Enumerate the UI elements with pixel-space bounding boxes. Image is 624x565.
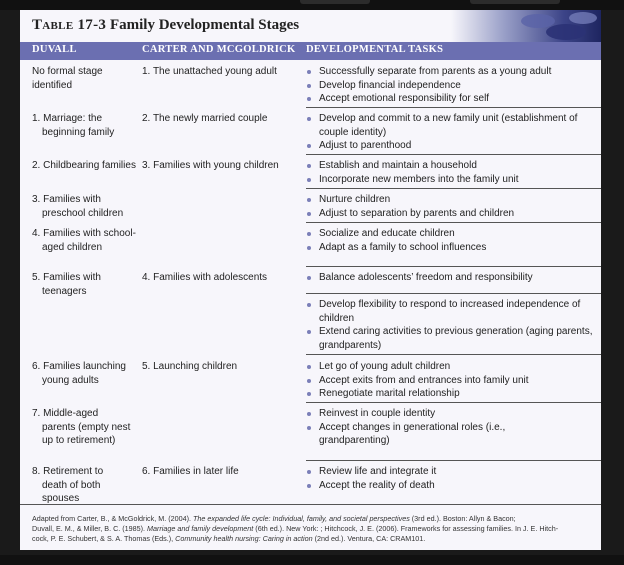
- task-item: Renegotiate marital relationship: [306, 387, 601, 401]
- table-title: [32, 17, 299, 34]
- task-item: Develop financial independence: [306, 79, 601, 93]
- task-item: Incorporate new members into the family unit: [306, 173, 601, 187]
- table-header: [20, 42, 601, 60]
- task-list: [306, 298, 601, 352]
- duvall-stage: No formal stage identified: [32, 66, 103, 91]
- duvall-stage: 4. Families with school-aged children: [32, 228, 136, 253]
- bullet-icon: [307, 412, 311, 416]
- row-divider: [306, 293, 601, 294]
- top-bar-tab: [470, 0, 560, 4]
- row-divider: [306, 266, 601, 267]
- bullet-icon: [307, 117, 311, 121]
- task-item: Develop and commit to a new family unit (establishment of couple identity): [306, 112, 601, 139]
- task-item: Balance adolescents’ freedom and responsibility: [306, 271, 601, 285]
- bullet-icon: [307, 164, 311, 168]
- task-list: [306, 407, 601, 448]
- carter-stage: 5. Launching children: [142, 361, 238, 372]
- row-divider: [306, 354, 601, 355]
- header-duvall: DUVALL: [32, 44, 77, 55]
- bullet-icon: [307, 392, 311, 396]
- task-item: Establish and maintain a household: [306, 159, 601, 173]
- task-item: Accept emotional responsibility for self: [306, 92, 601, 106]
- task-item: Review life and integrate it: [306, 465, 601, 479]
- bullet-icon: [307, 276, 311, 280]
- bullet-icon: [307, 144, 311, 148]
- footer-divider: [20, 504, 601, 505]
- task-item: Develop flexibility to respond to increased independence of children: [306, 298, 601, 325]
- bullet-icon: [307, 470, 311, 474]
- task-list: [306, 65, 601, 106]
- row-divider: [306, 222, 601, 223]
- task-list: [306, 112, 601, 153]
- bullet-icon: [307, 97, 311, 101]
- source-citation: Adapted from Carter, B., & McGoldrick, M. (2004). The expanded life cycle: Individual, family, and societal perspectives (3rd ed.). Boston: Allyn & Bacon; Duvall, E. M., & Miller, B. C. (1985). Marriage and family development (6th ed.). New York: ; Hitchcock, J. E. (2006). Frameworks for assessing families. In J. E. Hitch- cock, P. E. Schubert, & S. A. Thomas (Eds.), Community health nursing: Caring in action (2nd ed.). Ventura, CA: CRAM101.: [32, 514, 559, 543]
- row-divider: [306, 460, 601, 461]
- table-page: [20, 10, 601, 550]
- duvall-stage: 3. Families with preschool children: [32, 194, 124, 219]
- row-divider: [306, 402, 601, 403]
- carter-stage: 1. The unattached young adult: [142, 66, 277, 77]
- header-developmental-tasks: DEVELOPMENTAL TASKS: [306, 44, 444, 55]
- task-item: Socialize and educate children: [306, 227, 601, 241]
- carter-stage: 2. The newly married couple: [142, 113, 268, 124]
- bullet-icon: [307, 365, 311, 369]
- table-title-text: Family Developmental Stages: [109, 17, 300, 33]
- task-item: Nurture children: [306, 193, 601, 207]
- task-item: Accept exits from and entrances into family unit: [306, 374, 601, 388]
- task-item: Adjust to separation by parents and children: [306, 207, 601, 221]
- table-title-bar: [20, 10, 601, 42]
- task-list: [306, 159, 601, 186]
- task-item: Adjust to parenthood: [306, 139, 601, 153]
- task-list: [306, 227, 601, 254]
- row-divider: [306, 107, 601, 108]
- bullet-icon: [307, 426, 311, 430]
- window-bottom-bar: [0, 555, 624, 565]
- row-divider: [306, 154, 601, 155]
- bullet-icon: [307, 70, 311, 74]
- bullet-icon: [307, 379, 311, 383]
- task-list: [306, 271, 601, 285]
- task-item: Accept the reality of death: [306, 479, 601, 493]
- duvall-stage: 6. Families launching young adults: [32, 361, 126, 386]
- task-list: [306, 360, 601, 401]
- task-list: [306, 465, 601, 492]
- duvall-stage: 8. Retirement to death of both spouses: [32, 466, 104, 504]
- bullet-icon: [307, 212, 311, 216]
- duvall-stage: 7. Middle-aged parents (empty nest up to retirement): [32, 408, 131, 446]
- top-bar-tab: [300, 0, 370, 4]
- bullet-icon: [307, 178, 311, 182]
- task-item: Accept changes in generational roles (i.e., grandparenting): [306, 421, 601, 448]
- task-item: Successfully separate from parents as a young adult: [306, 65, 601, 79]
- task-item: Adapt as a family to school influences: [306, 241, 601, 255]
- decorative-image: [451, 10, 601, 42]
- bullet-icon: [307, 198, 311, 202]
- carter-stage: 3. Families with young children: [142, 160, 279, 171]
- bullet-icon: [307, 246, 311, 250]
- bullet-icon: [307, 484, 311, 488]
- bullet-icon: [307, 232, 311, 236]
- carter-stage: 6. Families in later life: [142, 466, 239, 477]
- task-item: Extend caring activities to previous generation (aging parents, grandparents): [306, 325, 601, 352]
- table-number: Table 17-3: [32, 17, 107, 33]
- task-list: [306, 193, 601, 220]
- carter-stage: 4. Families with adolescents: [142, 272, 268, 283]
- task-item: Let go of young adult children: [306, 360, 601, 374]
- duvall-stage: 5. Families with teenagers: [32, 272, 101, 297]
- task-item: Reinvest in couple identity: [306, 407, 601, 421]
- bullet-icon: [307, 303, 311, 307]
- header-carter-mcgoldrick: CARTER AND MCGOLDRICK: [142, 44, 296, 55]
- duvall-stage: 2. Childbearing families: [32, 160, 136, 171]
- duvall-stage: 1. Marriage: the beginning family: [32, 113, 115, 138]
- bullet-icon: [307, 330, 311, 334]
- row-divider: [306, 188, 601, 189]
- window-top-bar: [0, 0, 624, 10]
- bullet-icon: [307, 84, 311, 88]
